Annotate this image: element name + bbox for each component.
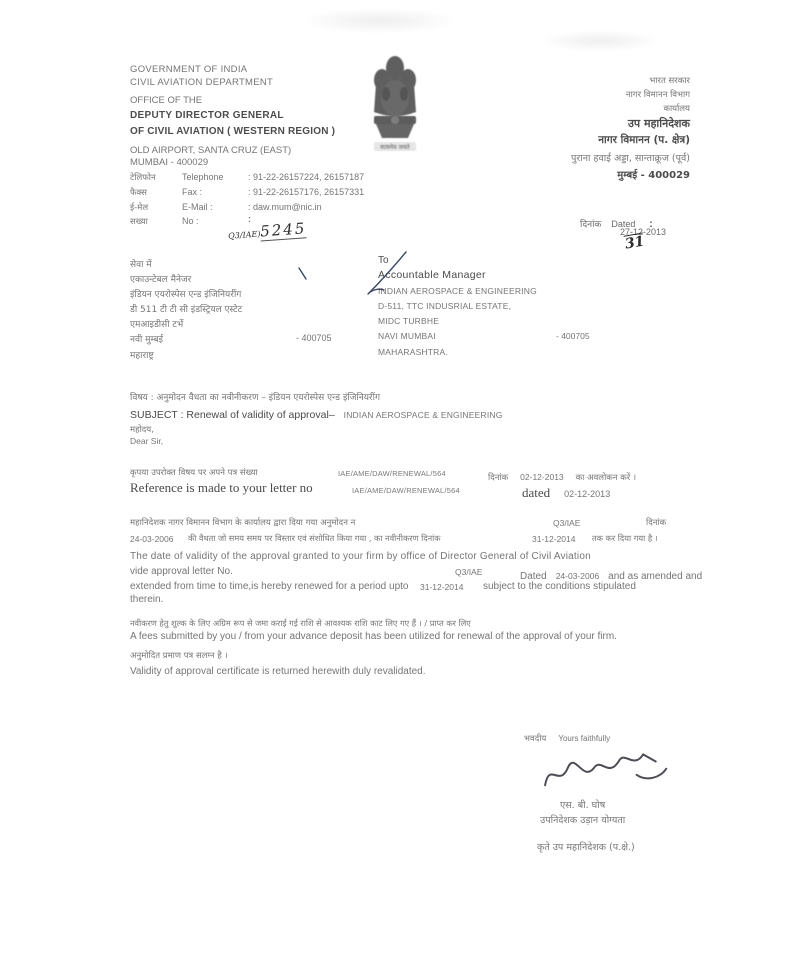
reference-date-label-hi: दिनांक: [488, 473, 509, 483]
body-en-line3a: extended from time to time,is hereby renewed for a period upto: [130, 581, 409, 592]
body-hi-line1-date-label: दिनांक: [646, 518, 667, 528]
body-en-line3b: subject to the conditions stipulated: [483, 581, 636, 592]
accountable-manager-en: Accountable Manager: [378, 269, 486, 281]
ashoka-emblem-graphic: [362, 54, 428, 158]
body-hi-line1: महानिदेशक नागर विमानन विभाग के कार्यालय द्वारा दिया गया अनुमोदन न: [130, 518, 356, 528]
accountable-manager-hi: एकाउन्टेबल मैनेजर: [130, 275, 192, 285]
karyalay-line: कार्यालय: [663, 104, 690, 114]
handwritten-initial: 31: [623, 233, 646, 253]
nagar-vimanan-vibhag-line: नागर विमानन विभाग: [625, 90, 690, 100]
subject-line-en: [130, 405, 503, 423]
reference-letter-no-en-row: IAE/AME/DAW/RENEWAL/564: [352, 486, 460, 495]
to-line: To: [378, 255, 389, 266]
purana-hawai-adda-line: पुराना हवाई अड्डा, सान्ताक्रूज (पूर्व): [570, 153, 690, 164]
reference-date-hi-row: [488, 467, 636, 485]
state-en: MAHARASHTRA.: [378, 347, 448, 357]
old-airport-line: OLD AIRPORT, SANTA CRUZ (EAST): [130, 145, 292, 156]
ashoka-emblem: [362, 54, 428, 158]
state-hi: महाराष्ट्र: [130, 351, 154, 361]
seva-mein-line: सेवा में: [130, 260, 152, 270]
email-label-en: E-Mail :: [182, 202, 213, 212]
pen-check-stroke-icon: [362, 250, 412, 298]
firm-name-hi: इंडियन एयरोस्पेस एन्ड इंजिनियरींग: [130, 290, 242, 300]
signature-scribble: [537, 740, 675, 794]
pincode-en-column: - 400705: [556, 331, 590, 341]
body-en-line2-date: 24-03-2006: [555, 571, 600, 581]
civil-aviation-dept-line: CIVIL AVIATION DEPARTMENT: [130, 77, 274, 88]
telephone-label-en: Telephone: [182, 172, 224, 182]
reference-dated-en-row: [522, 484, 610, 502]
email-value: : daw.mum@nic.in: [248, 202, 322, 212]
salutation-hi: महोदय,: [130, 425, 154, 435]
reference-label-hi: कृपया उपरोक्त विषय पर अपने पत्र संख्या: [130, 468, 258, 478]
reference-tail-hi: का अवलोकन करें ।: [575, 473, 637, 483]
signatory-name: एस. बी. घोष: [560, 800, 606, 811]
address-line1-hi: डी 511 टी टी सी इंडस्ट्रियल एस्टेट: [130, 305, 243, 315]
fax-label-hi: फैक्स: [130, 188, 147, 198]
for-ddg-line: कृते उप महानिदेशक (प.क्षे.): [537, 842, 635, 853]
salutation-en: Dear Sir,: [130, 436, 164, 446]
western-region-line: OF CIVIL AVIATION ( WESTERN REGION ): [130, 126, 336, 137]
signatory-designation: उपनिदेशक उड़ान योग्यता: [540, 815, 626, 826]
file-no-label-en: No :: [182, 216, 199, 226]
address-line1-en: D-511, TTC INDUSRIAL ESTATE,: [378, 301, 512, 311]
nagar-vimanan-kshetra-line: नागर विमानन (प. क्षेत्र): [598, 134, 690, 146]
reference-date-en: 02-12-2013: [564, 489, 611, 499]
file-no-label-hi: सख्या: [130, 217, 148, 227]
enclosure-line-hi: अनुमोदित प्रमाण पत्र सलग्न है ।: [130, 651, 228, 661]
body-hi-line2-date1: 24-03-2006: [130, 534, 174, 544]
telephone-value: : 91-22-26157224, 26157187: [248, 172, 365, 182]
body-en-line2b: Dated: [520, 571, 547, 582]
fee-line-hi: नवीकरण हेतु शुल्क के लिए अग्रिम रूप से जमा कराई गई राशि से आवश्यक राशि काट लिए गए हैं । / प्राप्त कर लिए: [130, 618, 471, 628]
body-en-line2a: vide approval letter No.: [130, 566, 233, 577]
up-mahanideshak-line: उप महानिदेशक: [627, 117, 690, 130]
reference-dated-label-en: dated: [522, 485, 551, 500]
date-label-hi: दिनांक: [580, 220, 602, 230]
closing-en: Yours faithfully: [558, 734, 611, 743]
body-en-line4: therein.: [130, 594, 164, 605]
enclosure-line-en: Validity of approval certificate is returned herewith duly revalidated.: [130, 666, 426, 677]
scan-smudge: [540, 30, 660, 52]
body-en-line3-date: 31-12-2014: [420, 582, 464, 592]
body-en-line1: The date of validity of the approval granted to your firm by office of Director General of Civil Aviation: [130, 551, 591, 562]
emblem-caption-text: सत्यमेव जयते: [380, 144, 410, 151]
reference-letter-no-hi-row: IAE/AME/DAW/RENEWAL/564: [338, 469, 446, 478]
file-number-value: 5245: [259, 219, 307, 241]
subject-label-en: SUBJECT : Renewal of validity of approval–: [130, 409, 335, 421]
date-colon: :: [649, 219, 653, 230]
closing-row: [524, 728, 610, 746]
scan-smudge: [300, 8, 460, 34]
deputy-director-general-line: DEPUTY DIRECTOR GENERAL: [130, 110, 284, 121]
fee-line-en: A fees submitted by you / from your advance deposit has been utilized for renewal of the approval of your firm.: [130, 631, 617, 642]
fax-value: : 91-22-26157176, 26157331: [248, 187, 365, 197]
address-line2-hi: एमआइडीसी टर्भे: [130, 320, 184, 330]
body-hi-line2: की वैधता जो समय समय पर विस्तार एवं संशोधित किया गया , का नवीनीकरण दिनांक: [188, 533, 441, 543]
body-en-line2-approval-no: Q3/IAE: [455, 567, 483, 577]
body-hi-line2-tail: तक कर दिया गया है ।: [592, 533, 658, 543]
reference-label-en: Reference is made to your letter no: [130, 480, 313, 495]
subject-firm-en: INDIAN AEROSPACE & ENGINEERING: [343, 410, 503, 420]
firm-name-en: INDIAN AEROSPACE & ENGINEERING: [378, 286, 537, 296]
date-value: 27-12-2013: [620, 227, 667, 237]
date-label-en: Dated: [611, 219, 636, 229]
closing-hi: भवदीय: [524, 734, 547, 744]
mumbai-pincode-line: MUMBAI - 400029: [130, 157, 209, 168]
body-hi-line2-date2: 31-12-2014: [532, 534, 576, 544]
city-hi: नवी मुम्बई: [130, 335, 164, 345]
mumbai-hindi-line: मुम्बई - 400029: [617, 170, 690, 181]
pincode-hi-column: - 400705: [296, 333, 332, 343]
file-number-prefix: Q3/IAE): [227, 229, 261, 241]
address-line2-en: MIDC TURBHE: [378, 316, 440, 326]
handwritten-file-number: [227, 219, 307, 243]
fax-label-en: Fax :: [182, 187, 203, 197]
reference-date-hi: 02-12-2013: [520, 472, 564, 482]
subject-line-hi: विषय : अनुमोदन वैधता का नवीनीकरण – इंडियन एयरोस्पेस एन्ड इंजिनियरींग: [130, 393, 381, 403]
bharat-sarkar-line: भारत सरकार: [649, 76, 690, 86]
file-no-colon: :: [248, 214, 251, 224]
tick-mark-icon: [296, 266, 310, 282]
office-of-the-line: OFFICE OF THE: [130, 95, 203, 106]
body-en-line2c: and as amended and: [608, 571, 703, 582]
gov-of-india-line: GOVERNMENT OF INDIA: [130, 64, 248, 75]
telephone-label-hi: टेलिफोन: [130, 173, 156, 183]
body-hi-line1-approval-no: Q3/IAE: [553, 518, 581, 528]
email-label-hi: ई-मेल: [130, 203, 149, 213]
city-en: NAVI MUMBAI: [378, 331, 436, 341]
